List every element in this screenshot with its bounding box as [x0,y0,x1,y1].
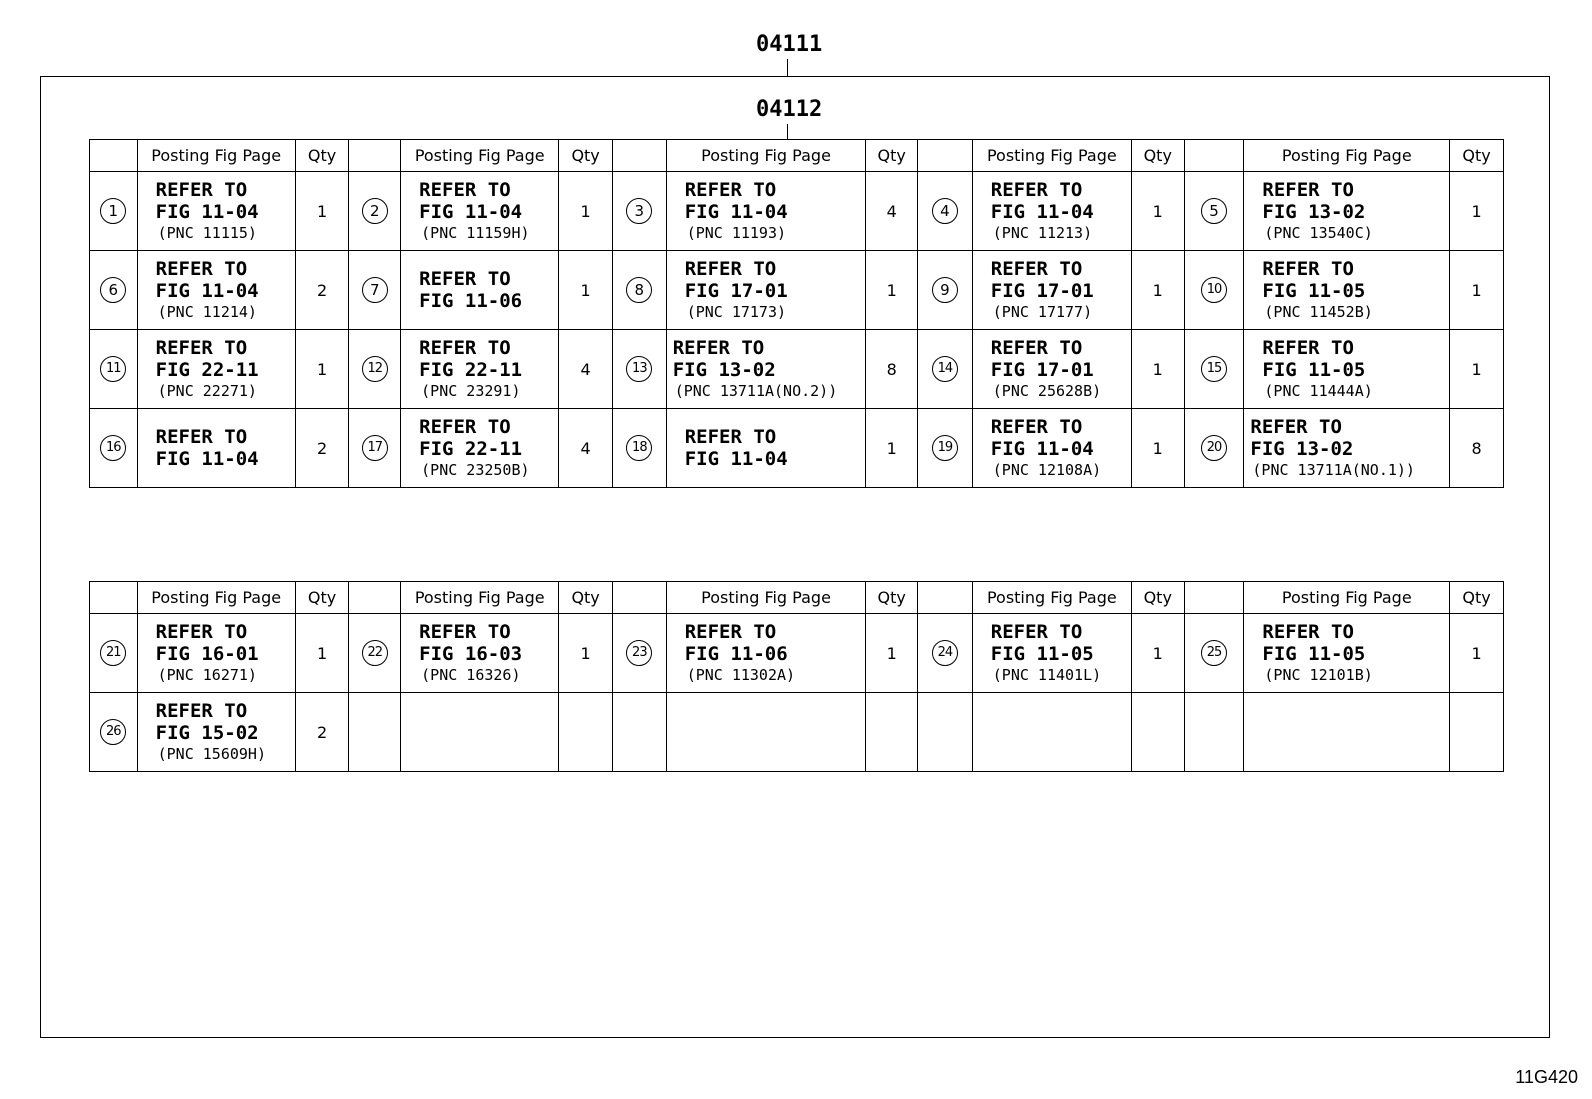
posting-fig-page-cell [972,172,1131,251]
qty-cell: 1 [1131,614,1184,693]
header-posting-fig-page: Posting Fig Page [972,582,1131,614]
refer-to-text: REFER TO [155,620,248,643]
posting-fig-page-cell [401,614,559,693]
item-number-cell [1184,409,1244,488]
qty-cell: 1 [866,409,918,488]
posting-fig-page-cell [1244,409,1450,488]
refer-to-text: REFER TO [990,620,1083,643]
qty-cell: 1 [295,330,349,409]
refer-to-text: REFER TO [990,415,1083,438]
posting-fig-page-cell [137,693,295,772]
inner-part-number: 04112 [756,97,823,122]
header-qty: Qty [295,582,349,614]
refer-to-text: REFER TO [419,268,511,290]
header-blank [612,582,666,614]
fig-reference: FIG 17-01 [990,279,1094,302]
header-posting-fig-page: Posting Fig Page [137,140,295,172]
item-number-cell [349,409,401,488]
item-number-badge: 8 [626,277,652,303]
qty-cell: 1 [559,251,613,330]
refer-to-text: REFER TO [1250,415,1342,438]
item-number-cell [349,330,401,409]
pnc-reference: (PNC 11213) [992,223,1093,242]
header-posting-fig-page: Posting Fig Page [1244,582,1450,614]
posting-fig-page-cell [137,251,295,330]
table-row [90,330,1504,409]
refer-to-text: REFER TO [1262,178,1354,201]
qty-cell: 1 [295,172,349,251]
header-qty: Qty [1450,582,1504,614]
pnc-reference: (PNC 25628B) [992,381,1102,400]
qty-cell: 1 [1131,172,1184,251]
figure-code: 11G420 [1515,1067,1578,1087]
posting-fig-page-cell [666,172,866,251]
qty-cell: 2 [295,409,349,488]
item-number-badge: 19 [932,435,958,461]
pnc-reference: (PNC 23250B) [421,460,530,479]
refer-to-text: REFER TO [155,178,248,201]
pnc-reference: (PNC 11401L) [992,665,1102,684]
header-posting-fig-page: Posting Fig Page [137,582,295,614]
qty-cell: 1 [866,251,918,330]
header-blank [349,140,401,172]
header-qty: Qty [1131,582,1184,614]
fig-reference: FIG 16-03 [419,642,523,665]
item-number-badge: 3 [626,198,652,224]
fig-reference: FIG 13-02 [672,358,776,381]
posting-fig-page-cell [666,409,866,488]
item-number-cell [918,251,973,330]
item-number-cell [1184,614,1244,693]
pnc-reference: (PNC 11452B) [1264,302,1373,321]
pnc-reference: (PNC 13540C) [1264,223,1373,242]
refer-to-text: REFER TO [155,699,248,722]
fig-reference: FIG 17-01 [684,279,788,302]
fig-reference: FIG 11-05 [1262,358,1366,381]
item-number-cell [918,614,973,693]
posting-fig-page-cell [401,172,559,251]
fig-reference: FIG 22-11 [419,358,523,381]
refer-to-text: REFER TO [990,257,1083,280]
posting-fig-page-cell [1244,693,1450,772]
refer-to-text: REFER TO [155,426,248,448]
refer-to-text: REFER TO [419,178,511,201]
qty-cell: 8 [1450,409,1504,488]
header-posting-fig-page: Posting Fig Page [666,140,866,172]
fig-reference: FIG 11-04 [684,448,788,470]
item-number-badge: 6 [100,277,126,303]
item-number-cell [1184,172,1244,251]
header-blank [1184,582,1244,614]
header-qty: Qty [1450,140,1504,172]
item-number-cell [90,614,138,693]
posting-fig-page-cell [401,251,559,330]
fig-reference: FIG 11-04 [990,437,1094,460]
pnc-reference: (PNC 17173) [686,302,787,321]
item-number-cell [349,693,401,772]
posting-fig-page-cell [401,693,559,772]
item-number-cell [1184,330,1244,409]
refer-to-text: REFER TO [155,336,248,359]
header-blank [918,140,973,172]
pnc-reference: (PNC 11159H) [421,223,530,242]
qty-cell: 1 [1131,330,1184,409]
table-row [90,614,1504,693]
item-number-badge: 17 [362,435,388,461]
header-blank [1184,140,1244,172]
header-row [90,140,1504,172]
item-number-badge: 11 [100,356,126,382]
fig-reference: FIG 11-06 [419,290,523,312]
qty-cell: 2 [295,693,349,772]
posting-fig-page-cell [1244,251,1450,330]
item-number-cell [1184,693,1244,772]
refer-to-text: REFER TO [684,257,777,280]
item-number-cell [90,409,138,488]
pnc-reference: (PNC 11214) [157,302,257,321]
refer-to-text: REFER TO [990,178,1083,201]
posting-fig-page-cell [1244,330,1450,409]
item-number-badge: 1 [100,198,126,224]
header-blank [349,582,401,614]
refer-to-text: REFER TO [672,336,765,359]
header-qty: Qty [559,140,613,172]
pnc-reference: (PNC 22271) [157,381,257,400]
item-number-badge: 20 [1201,435,1227,461]
posting-fig-page-cell [137,330,295,409]
posting-fig-page-cell [666,693,866,772]
posting-fig-page-cell [401,409,559,488]
header-blank [918,582,973,614]
pnc-reference: (PNC 16326) [421,665,521,684]
qty-cell: 1 [1450,614,1504,693]
qty-cell: 4 [559,409,613,488]
refer-to-text: REFER TO [1262,620,1354,643]
refer-to-text: REFER TO [155,257,248,280]
posting-fig-page-cell [666,251,866,330]
fig-reference: FIG 11-05 [1262,279,1366,302]
qty-cell: 8 [866,330,918,409]
item-number-badge: 21 [100,640,126,666]
table-row [90,172,1504,251]
posting-fig-page-cell [401,330,559,409]
table-row [90,693,1504,772]
header-blank [90,582,138,614]
qty-cell: 1 [559,172,613,251]
header-posting-fig-page: Posting Fig Page [666,582,866,614]
header-qty: Qty [866,140,918,172]
fig-reference: FIG 11-04 [155,448,259,470]
fig-reference: FIG 11-05 [990,642,1094,665]
item-number-cell [349,251,401,330]
posting-fig-page-cell [972,693,1131,772]
item-number-cell [612,172,666,251]
fig-reference: FIG 16-01 [155,642,259,665]
posting-fig-page-cell [666,614,866,693]
refer-to-text: REFER TO [990,336,1083,359]
inner-leader-line [787,124,788,140]
fig-reference: FIG 11-05 [1262,642,1366,665]
pnc-reference: (PNC 13711A(NO.2)) [674,381,838,400]
qty-cell: 4 [559,330,613,409]
pnc-reference: (PNC 11115) [157,223,257,242]
refer-to-text: REFER TO [684,178,777,201]
qty-cell: 4 [866,172,918,251]
item-number-badge: 15 [1201,356,1227,382]
header-qty: Qty [559,582,613,614]
pnc-reference: (PNC 11444A) [1264,381,1373,400]
item-number-cell [918,172,973,251]
refer-to-text: REFER TO [419,415,511,438]
refer-to-text: REFER TO [684,620,777,643]
item-number-badge: 13 [626,356,652,382]
item-number-cell [90,251,138,330]
header-posting-fig-page: Posting Fig Page [972,140,1131,172]
item-number-cell [90,693,138,772]
posting-fig-page-cell [137,614,295,693]
header-row [90,582,1504,614]
fig-reference: FIG 22-11 [419,437,523,460]
item-number-cell [918,693,973,772]
refer-to-text: REFER TO [684,426,777,448]
item-number-badge: 5 [1201,198,1227,224]
outer-part-number: 04111 [756,32,823,57]
fig-reference: FIG 13-02 [1250,437,1354,460]
item-number-cell [612,251,666,330]
posting-fig-page-cell [666,330,866,409]
item-number-cell [612,330,666,409]
posting-fig-page-cell [1244,614,1450,693]
posting-fig-page-cell [972,409,1131,488]
refer-to-text: REFER TO [1262,336,1354,359]
item-number-cell [90,172,138,251]
item-number-badge: 26 [100,719,126,745]
pnc-reference: (PNC 11302A) [686,665,796,684]
posting-fig-page-cell [1244,172,1450,251]
pnc-reference: (PNC 16271) [157,665,257,684]
pnc-reference: (PNC 15609H) [157,744,266,763]
posting-fig-page-cell [972,330,1131,409]
qty-cell: 1 [1450,330,1504,409]
item-number-badge: 14 [932,356,958,382]
fig-reference: FIG 15-02 [155,721,259,744]
refer-to-text: REFER TO [419,336,511,359]
item-number-badge: 23 [626,640,652,666]
fig-reference: FIG 11-04 [419,200,523,223]
item-number-badge: 9 [932,277,958,303]
item-number-cell [918,330,973,409]
item-number-badge: 12 [362,356,388,382]
qty-cell: 1 [1450,172,1504,251]
qty-cell [1131,693,1184,772]
fig-reference: FIG 13-02 [1262,200,1366,223]
item-number-badge: 10 [1201,277,1227,303]
qty-cell [559,693,613,772]
item-number-badge: 22 [362,640,388,666]
table-row [90,251,1504,330]
posting-fig-page-cell [972,251,1131,330]
item-number-badge: 16 [100,435,126,461]
qty-cell [866,693,918,772]
qty-cell: 1 [1131,251,1184,330]
fig-reference: FIG 11-04 [155,200,259,223]
header-blank [612,140,666,172]
item-number-cell [918,409,973,488]
item-number-badge: 24 [932,640,958,666]
header-qty: Qty [295,140,349,172]
fig-reference: FIG 22-11 [155,358,259,381]
pnc-reference: (PNC 12108A) [992,460,1102,479]
item-number-badge: 18 [626,435,652,461]
posting-fig-page-cell [972,614,1131,693]
item-number-badge: 2 [362,198,388,224]
qty-cell: 1 [559,614,613,693]
qty-cell: 1 [295,614,349,693]
outer-leader-line [787,59,788,76]
header-qty: Qty [866,582,918,614]
reference-table-2 [89,581,1504,772]
item-number-badge: 4 [932,198,958,224]
posting-fig-page-cell [137,409,295,488]
item-number-cell [1184,251,1244,330]
header-posting-fig-page: Posting Fig Page [401,140,559,172]
fig-reference: FIG 11-04 [990,200,1094,223]
refer-to-text: REFER TO [1262,257,1354,280]
fig-reference: FIG 11-04 [155,279,259,302]
fig-reference: FIG 17-01 [990,358,1094,381]
item-number-cell [612,614,666,693]
item-number-cell [612,409,666,488]
item-number-badge: 7 [362,277,388,303]
header-posting-fig-page: Posting Fig Page [1244,140,1450,172]
item-number-cell [90,330,138,409]
header-qty: Qty [1131,140,1184,172]
fig-reference: FIG 11-06 [684,642,788,665]
qty-cell: 1 [1131,409,1184,488]
header-blank [90,140,138,172]
fig-reference: FIG 11-04 [684,200,788,223]
table-row [90,409,1504,488]
item-number-cell [349,614,401,693]
posting-fig-page-cell [137,172,295,251]
reference-table-1 [89,139,1504,488]
pnc-reference: (PNC 11193) [686,223,787,242]
pnc-reference: (PNC 13711A(NO.1)) [1252,460,1415,479]
item-number-badge: 25 [1201,640,1227,666]
header-posting-fig-page: Posting Fig Page [401,582,559,614]
item-number-cell [349,172,401,251]
refer-to-text: REFER TO [419,620,511,643]
qty-cell: 2 [295,251,349,330]
pnc-reference: (PNC 17177) [992,302,1093,321]
pnc-reference: (PNC 12101B) [1264,665,1373,684]
qty-cell: 1 [866,614,918,693]
qty-cell: 1 [1450,251,1504,330]
item-number-cell [612,693,666,772]
qty-cell [1450,693,1504,772]
pnc-reference: (PNC 23291) [421,381,521,400]
